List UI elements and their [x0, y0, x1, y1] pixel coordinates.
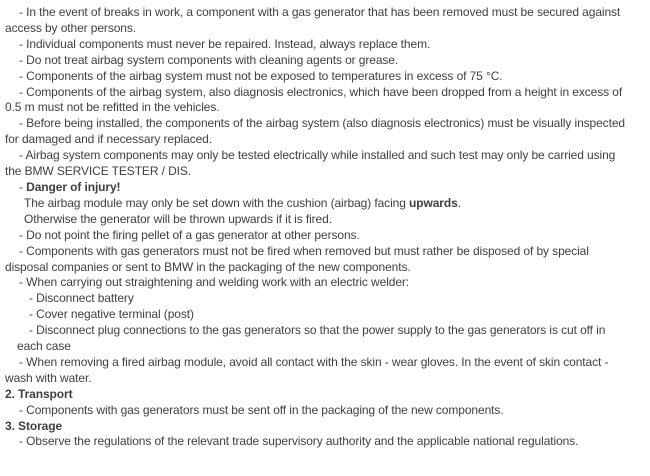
- sub-list-item: [0, 291, 650, 307]
- bullet-marker: -: [29, 291, 33, 306]
- item-text: In the event of breaks in work, a component with a gas generator that has been removed must be secured against access by other persons.: [5, 5, 621, 35]
- note-line: [0, 196, 650, 212]
- list-item: [0, 85, 650, 117]
- item-text: Components with gas generators must be sent off in the packaging of the new components.: [26, 402, 504, 417]
- bullet-marker: -: [19, 179, 23, 194]
- bullet-marker: -: [19, 434, 23, 449]
- bullet-marker: -: [19, 243, 23, 258]
- list-item: [0, 148, 650, 180]
- bullet-marker: -: [19, 116, 23, 131]
- item-text: Disconnect plug connections to the gas generators so that the power supply to the gas generators is cut off in each case: [17, 323, 606, 354]
- list-item: [0, 116, 650, 148]
- bullet-marker: -: [29, 323, 33, 338]
- bullet-marker: -: [19, 227, 23, 242]
- bullet-marker: -: [19, 148, 23, 163]
- bullet-marker: -: [19, 275, 23, 290]
- heading-text: 3. Storage: [5, 418, 63, 433]
- section-heading-transport: [0, 387, 650, 403]
- list-item: [0, 434, 650, 450]
- list-item: [0, 37, 650, 53]
- heading-text: 2. Transport: [5, 386, 73, 401]
- list-item: [0, 5, 650, 37]
- bullet-marker: -: [19, 52, 23, 67]
- bullet-marker: -: [19, 68, 23, 83]
- sub-list-item: [0, 307, 650, 323]
- bullet-marker: -: [19, 402, 23, 417]
- item-text: Airbag system components may only be tested electrically while installed and such test may only be carried using the BMW SERVICE TESTER / DIS.: [5, 148, 616, 179]
- bullet-marker: -: [19, 36, 23, 51]
- item-text: Before being installed, the components of the airbag system (also diagnosis electronics) must be visually inspected for damaged and if necessary replaced.: [5, 116, 625, 147]
- item-text: Disconnect battery: [36, 291, 134, 306]
- item-text: When carrying out straightening and welding work with an electric welder:: [26, 275, 410, 290]
- warning-heading-item: [0, 180, 650, 196]
- bullet-marker: -: [29, 307, 33, 322]
- bullet-marker: -: [19, 84, 23, 99]
- list-item: [0, 244, 650, 276]
- section-heading-storage: [0, 419, 650, 435]
- item-text: Observe the regulations of the relevant trade supervisory authority and the applicable national regulations.: [26, 434, 579, 449]
- list-item: [0, 69, 650, 85]
- item-text: Danger of injury!: [26, 179, 121, 194]
- note-text-bold: upwards: [409, 195, 458, 210]
- list-item: [0, 228, 650, 244]
- item-text: Do not treat airbag system components with cleaning agents or grease.: [26, 52, 399, 67]
- note-text-end: .: [457, 195, 461, 210]
- item-text: When removing a fired airbag module, avoid all contact with the skin - wear gloves. In the event of skin contact - wash with water.: [5, 354, 609, 385]
- sub-list-item: [0, 323, 650, 355]
- item-text: Components with gas generators must not be fired when removed but must rather be disposed of by special disposal companies or sent to BMW in the packaging of the new components.: [5, 243, 589, 274]
- list-item: [0, 403, 650, 419]
- list-item: [0, 355, 650, 387]
- note-text: Otherwise the generator will be thrown upwards if it is fired.: [24, 211, 332, 226]
- list-item: [0, 275, 650, 291]
- note-text: The airbag module may only be set down with the cushion (airbag) facing: [24, 195, 410, 210]
- list-item: [0, 53, 650, 69]
- bullet-marker: -: [19, 5, 23, 19]
- note-line: [0, 212, 650, 228]
- item-text: Do not point the firing pellet of a gas generator at other persons.: [26, 227, 360, 242]
- item-text: Cover negative terminal (post): [36, 307, 194, 322]
- item-text: Individual components must never be repaired. Instead, always replace them.: [26, 36, 431, 51]
- bullet-marker: -: [19, 354, 23, 369]
- item-text: Components of the airbag system, also diagnosis electronics, which have been dropped from a height in excess of 0.5 m must not be refitted in the vehicles.: [5, 84, 623, 115]
- item-text: Components of the airbag system must not be exposed to temperatures in excess of 75 °C.: [26, 68, 503, 83]
